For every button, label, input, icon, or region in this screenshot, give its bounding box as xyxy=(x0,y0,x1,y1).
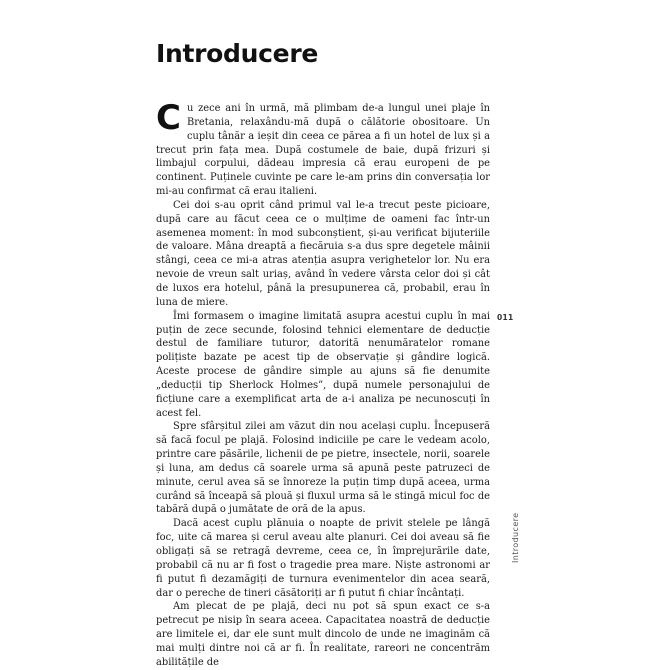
paragraph: Dacă acest cuplu plănuia o noapte de privit stelele pe lângă foc, uite că marea și cerul aveau alte planuri. Cei doi aveau să fie obligați să se retragă devreme, ceea ce, în împrejurările date, probabil că nu ar fi fost o tragedie prea mare. Niște astronomi ar fi putut fi dezamăgiți de turnura evenimentelor din acea seară, dar o pereche de tineri căsătoriți ar fi putut fi chiar încântați. xyxy=(156,518,490,599)
running-head: Introducere xyxy=(511,512,520,563)
drop-cap: C xyxy=(156,98,181,138)
paragraph: Cei doi s-au oprit când primul val le-a trecut peste picioare, după care au făcut ceea ce o mulțime de oameni fac într-un asemenea moment: în mod subconștient, și-au verificat bijuteriile de valoare. Mâna dreaptă a fiecăruia s-a dus spre degetele mâinii stângi, ceea ce mi-a atras atenția asupra verighetelor lor. Nu era nevoie de vreun salt uriaș, având în vedere vârsta celor doi și cât de luxos era hotelul, până la presupunerea că, probabil, erau în luna de miere. xyxy=(156,199,490,308)
chapter-title: Introducere xyxy=(156,39,319,68)
page-number: 011 xyxy=(497,313,514,322)
paragraph xyxy=(156,98,490,199)
paragraph: Am plecat de pe plajă, deci nu pot să spun exact ce s-a petrecut pe nisip în seara aceea. Capacitatea noastră de deducție are limitele ei, dar ele sunt mult dincolo de unde ne imaginăm că mai mulți dintre noi că ar fi. În realitate, rareori ne concentrăm abilitățile de xyxy=(156,601,490,668)
body-text xyxy=(156,98,490,670)
paragraph: Îmi formasem o imagine limitată asupra acestui cuplu în mai puțin de zece secunde, folosind tehnici elementare de deducție destul de familiare tuturor, datorită nenumăratelor romane polițiste bazate pe acest tip de observație și gândire logică. Aceste procese de gândire simple au ajuns să fie denumite „deducții tip Sherlock Holmes”, după numele personajului de ficțiune care a exemplificat arta de a-i analiza pe necunoscuți în acest fel. xyxy=(156,310,490,419)
paragraph-text: u zece ani în urmă, mă plimbam de-a lungul unei plaje în Bretania, relaxându-mă după o călătorie obositoare. Un cuplu tânăr a ieșit din ceea ce părea a fi un hotel de lux și a trecut prin fața mea. După costumele de baie, după frizuri și limbajul corpului, dădeau impresia că erau europeni de pe continent. Puținele cuvinte pe care le-am prins din conversația lor mi-au confirmat că erau italieni. xyxy=(156,103,490,198)
paragraph: Spre sfârșitul zilei am văzut din nou același cuplu. Începuseră să facă focul pe plajă. Folosind indiciile pe care le vedeam acolo, printre care păsările, lichenii de pe pietre, insectele, norii, soarele și luna, am dedus că soarele urma să apună peste patruzeci de minute, cerul avea să se înnoreze la puțin timp după aceea, urma curând să înceapă să plouă și fluxul urma să le stingă micul foc de tabără după o jumătate de oră de la apus. xyxy=(156,421,490,516)
